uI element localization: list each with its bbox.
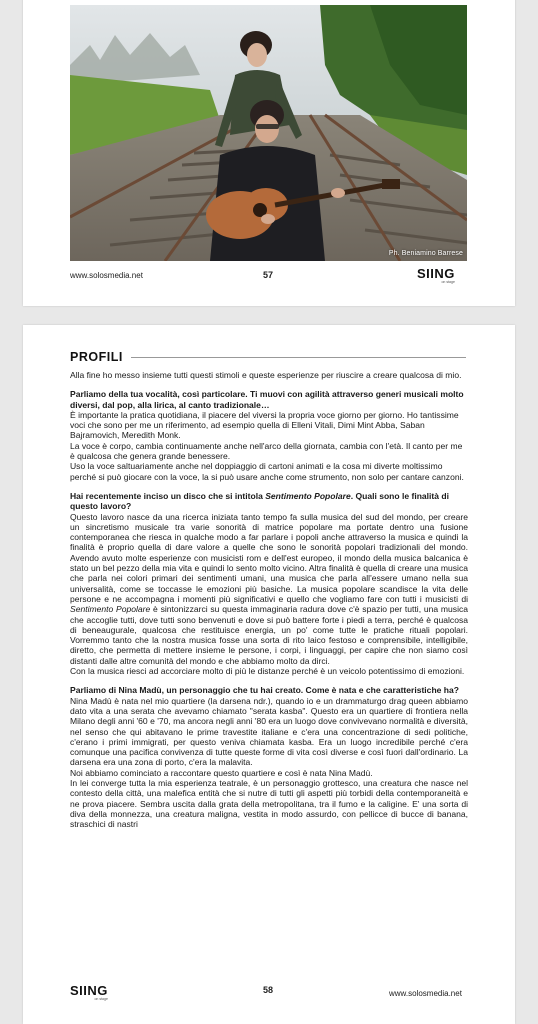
- photo-railway-duo: [70, 5, 467, 261]
- logo-wordmark: SIING: [417, 266, 455, 281]
- page-number: 58: [263, 985, 274, 995]
- footer-site-link[interactable]: www.solosmedia.net: [389, 989, 462, 998]
- answer-disco-1: Questo lavoro nasce da una ricerca iniziata tanto tempo fa sulla musica del sud del mondo, per creare un sincretismo musicale tra varie sonorità di matrice popolare ma portate dentro una fusione contemporanea che riesca in qualche modo a far parlare i popoli anche attraverso la musica e quindi la finalità è proprio quella di dare valore a quelle che sono le sonorità popolari tradizionali del mondo. Avendo avuto molte esperienze con musicisti rom e dell'est europeo, il mondo della musica balcanica è stato un bel pezzo della mia vita e quindi lo sento molto vicino. Altra finalità è quella di creare una musica che parla nei colori primari dei sentimenti umani, una musica che parla all'essere umano nella sua universalità, come se toccasse le emozioni più basiche. La musica popolare scandisce la vita delle persone e ne accompagna i momenti più significativi e quello che vogliamo fare con tutti i musicisti di Sentimento Popolare è sintonizzarci su questa immaginaria radura dove c'è spazio per tutti, una musica che accoglie tutti, dove tutti sono benvenuti e dove si può battere forte i piedi a terra, perché è qualcosa di beneaugurale, qualcosa che restituisce energia, un po' come tutte le pratiche rituali popolari. Vorremmo tanto che la nostra musica fosse una sorta di rito laico festoso e comprensibile, intelligibile, diretto, che permetta di mettere insieme le persone, i corpi, i linguaggi, per capire che non siamo così distanti dalle altre comunità del mondo e che abbiamo molto da dirci.: [70, 511, 469, 666]
- logo-subtitle: on stage: [94, 997, 108, 1001]
- siing-logo: [70, 985, 108, 1001]
- page-57: [23, 0, 515, 306]
- section-divider: [131, 357, 466, 358]
- question-vocalita: Parliamo della tua vocalità, così particolare. Ti muovi con agilità attraverso generi musicali molto diversi, dal pop, alla lirica, al canto tradizionale…: [70, 389, 464, 410]
- question-disco: Hai recentemente inciso un disco che si intitola Sentimento Popolare. Quali sono le finalità di questo lavoro?: [70, 490, 450, 512]
- question-nina-madu: Parliamo di Nina Madù, un personaggio che tu hai creato. Come è nata e che caratteristiche ha?: [70, 685, 459, 696]
- answer-disco-2: Con la musica riesci ad accorciare molto di più le distanze perché è un veicolo potentissimo di emozioni.: [70, 666, 465, 677]
- logo-subtitle: on stage: [441, 280, 455, 284]
- page-58: [23, 325, 515, 1024]
- section-header: [70, 350, 466, 364]
- footer-site-link[interactable]: www.solosmedia.net: [70, 271, 143, 280]
- answer-nina-2: Noi abbiamo cominciato a raccontare questo quartiere e così è nata Nina Madù.: [70, 767, 373, 778]
- answer-vocalita-1: È importante la pratica quotidiana, il piacere del viversi la propria voce giorno per giorno. Ho tantissime voci che sono per me un riferimento, ad esempio quella di Elleni Vitali, Dimi Mint Abba, Saban Bajramovich, Meredith Monk.: [70, 409, 459, 441]
- answer-vocalita-3: Uso la voce saltuariamente anche nel doppiaggio di cartoni animati e la cosa mi diverte moltissimo perché si può giocare con la voce, la si può usare anche come strumento, non solo per cantare canzoni.: [70, 461, 464, 482]
- logo-wordmark: SIING: [70, 983, 108, 998]
- section-title: PROFILI: [70, 350, 123, 364]
- answer-vocalita-2: La voce è corpo, cambia continuamente anche nell'arco della giornata, cambia con l'età. Il canto per me è qualcosa che genera grande benessere.: [70, 440, 463, 462]
- siing-logo: [417, 268, 455, 284]
- answer-nina-3: In lei converge tutta la mia esperienza teatrale, è un personaggio grottesco, una creatura che nasce nel contesto della città, una malefica entità che si nutre di tutti gli aspetti più torbidi della contemporaneità e ne prova piacere. Sembra uscita dalla grata della metropolitana, tra il fumo e la caligine. E' una sorta di diva della monnezza, una creatura maligna, vestita in modo assurdo, con pellicce di bucce di banana, straschici di nastri: [70, 777, 468, 830]
- page-number: 57: [263, 270, 274, 280]
- intro-paragraph: Alla fine ho messo insieme tutti questi stimoli e queste esperienze per riuscire a creare qualcosa di mio.: [70, 370, 462, 380]
- photo-credit: Ph. Beniamino Barrese: [388, 250, 463, 257]
- answer-nina-1: Nina Madù è nata nel mio quartiere (la darsena ndr.), quando io e un drammaturgo drag queen abbiamo dato vita a una serata che avevamo chiamato "serata kasba". Questo era un quartiere di frontiera nella Milano degli anni '60 e '70, ma ancora negli anni '80 era un luogo dove convivevano normalità e diversità, nel senso che qui abitavano le prime travestite italiane e c'era una concentrazione di sedi politiche, c'erano i primi immigrati, per questo veniva chiamata kasba. Era un luogo incredibile perché c'era comunque una pacifica convivenza di tutte queste forme di vita così diverse e così fuori dall'ordinario. La darsena era una zona di porto, c'era la malavita.: [70, 695, 468, 768]
- article-body: [70, 370, 468, 829]
- cover-photo: [70, 5, 467, 261]
